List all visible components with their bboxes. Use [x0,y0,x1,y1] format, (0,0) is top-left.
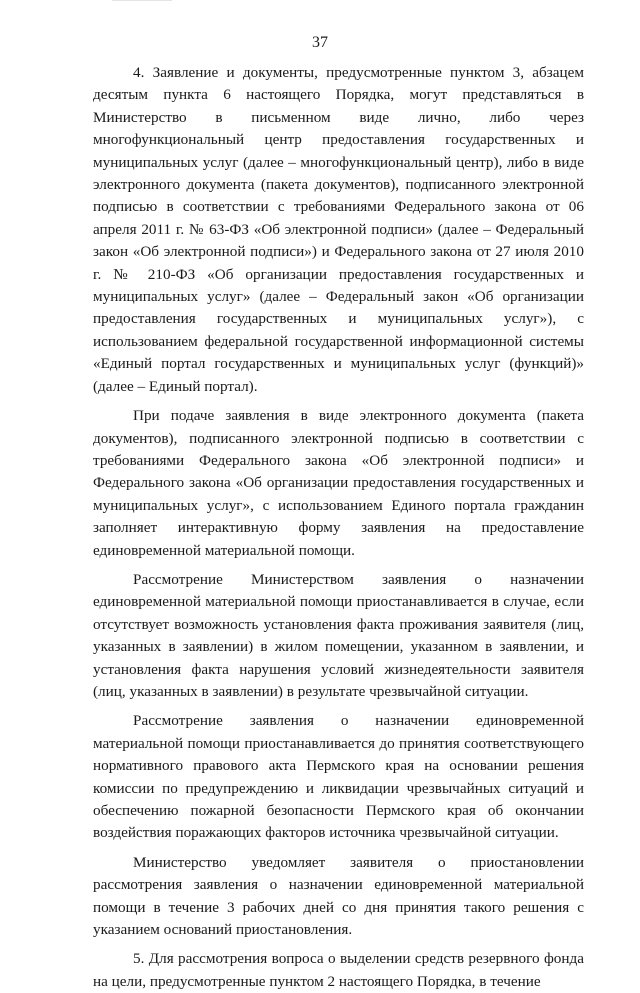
paragraph-suspension-act: Рассмотрение заявления о назначении единовременной материальной помощи приостанавливается до принятия соответствующего нормативного правового акта Пермского края на основании решения комиссии по предупреждению и ликвидации чрезвычайных ситуаций и обеспечению пожарной безопасности Пермского края об окончании воздействия поражающих факторов источника чрезвычайной ситуации. [93,712,584,842]
paragraph-notification: Министерство уведомляет заявителя о приостановлении рассмотрения заявления о назначении единовременной материальной помощи в течение 3 рабочих дней со дня принятия такого решения с указанием оснований приостановления. [93,853,584,939]
page-number: 37 [312,34,328,51]
paragraph-5-reserve-fund: 5. Для рассмотрения вопроса о выделении средств резервного фонда на цели, предусмотренные пунктом 2 настоящего Порядка, в течение [93,950,584,990]
scan-artifact-line [112,0,172,1]
document-body [93,62,584,993]
paragraph-4-submission: 4. Заявление и документы, предусмотренные пунктом 3, абзацем десятым пункта 6 настоящего Порядка, могут представляться в Министерство в письменном виде лично, либо через многофункциональный центр предоставления государственных и муниципальных услуг (далее – многофункциональный центр), либо в виде электронного документа (пакета документов), подписанного электронной подписью в соответствии с требованиями Федерального закона от 06 апреля 2011 г. № 63-ФЗ «Об электронной подписи» (далее – Федеральный закон «Об электронной подписи») и Федерального закона от 27 июля 2010 г. № 210-ФЗ «Об организации предоставления государственных и муниципальных услуг» (далее – Федеральный закон «Об организации предоставления государственных и муниципальных услуг»), с использованием федеральной государственной информационной системы «Единый портал государственных и муниципальных услуг (функций)» (далее – Единый портал). [93,64,584,395]
paragraph-suspension-residence: Рассмотрение Министерством заявления о назначении единовременной материальной помощи приостанавливается в случае, если отсутствует возможность установления факта проживания заявителя (лиц, указанных в заявлении) в жилом помещении, указанном в заявлении, и установления факта нарушения условий жизнедеятельности заявителя (лиц, указанных в заявлении) в результате чрезвычайной ситуации. [93,570,584,700]
paragraph-electronic-submission: При подаче заявления в виде электронного документа (пакета документов), подписанного электронной подписью в соответствии с требованиями Федерального закона «Об электронной подписи» и Федерального закона «Об организации предоставления государственных и муниципальных услуг», с использованием Единого портала гражданин заполняет интерактивную форму заявления на предоставление единовременной материальной помощи. [93,407,584,559]
